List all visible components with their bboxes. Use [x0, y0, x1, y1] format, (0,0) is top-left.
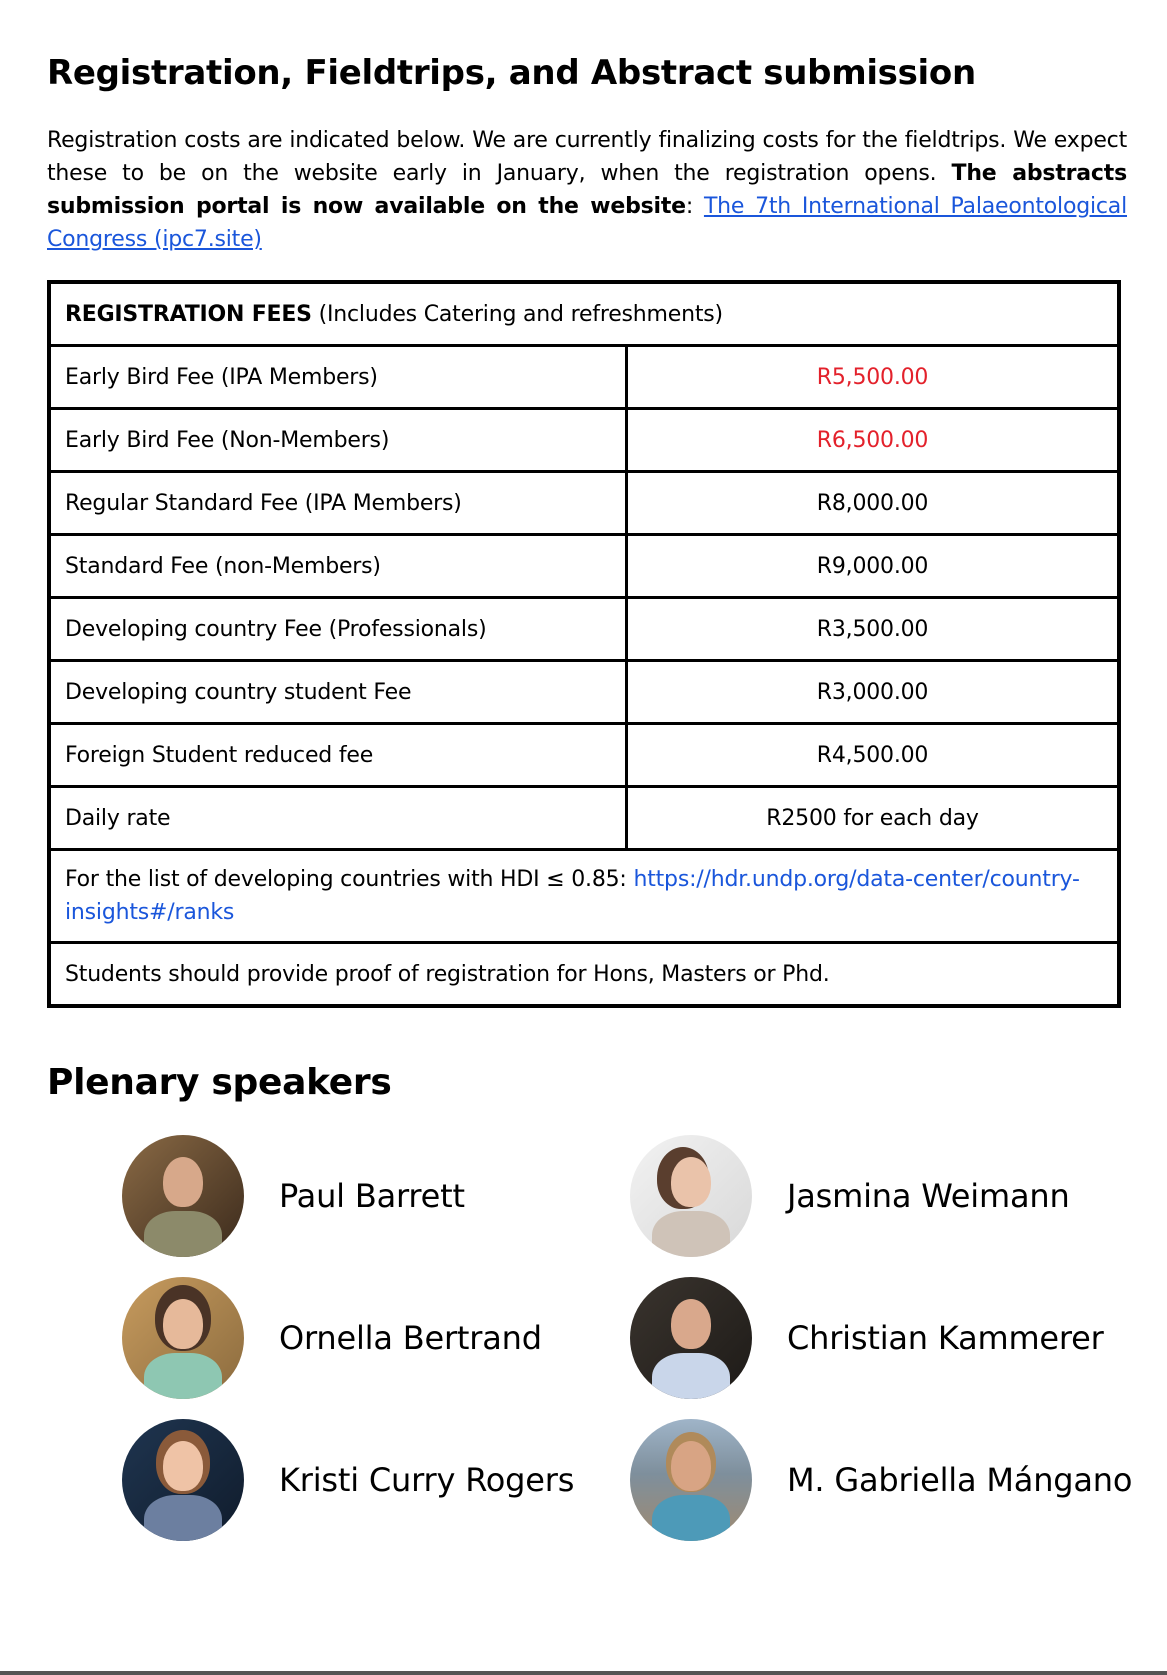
- fee-label: Early Bird Fee (IPA Members): [49, 346, 627, 409]
- speaker-card: [630, 1277, 1104, 1399]
- intro-paragraph: [47, 124, 1127, 256]
- speaker-photo: [630, 1277, 752, 1399]
- speaker-card: [630, 1419, 1132, 1541]
- table-row: [49, 346, 1119, 409]
- speaker-card: [122, 1135, 465, 1257]
- fee-label: Developing country student Fee: [49, 661, 627, 724]
- ipc7-site-link[interactable]: The 7th International Palaeontological Congress (ipc7.site): [47, 194, 1127, 252]
- fee-label: Standard Fee (non-Members): [49, 535, 627, 598]
- speaker-name: Paul Barrett: [279, 1177, 465, 1215]
- fee-value: R8,000.00: [627, 472, 1120, 535]
- fees-header-row: [49, 282, 1119, 346]
- table-row: [49, 724, 1119, 787]
- fee-label: Daily rate: [49, 787, 627, 850]
- fees-header-rest: (Includes Catering and refreshments): [311, 301, 723, 327]
- speaker-photo: [630, 1135, 752, 1257]
- speakers-heading: Plenary speakers: [47, 1062, 392, 1103]
- intro-text: Registration costs are indicated below. We are currently finalizing costs for the fieldtrips. We expect these to be on the website early in January, when the registration opens.: [47, 128, 1127, 186]
- fees-header: [49, 282, 1119, 346]
- fee-label: Early Bird Fee (Non-Members): [49, 409, 627, 472]
- undp-hdi-link[interactable]: https://hdr.undp.org/data-center/country-insights#/ranks: [65, 867, 1080, 925]
- fee-value: R3,000.00: [627, 661, 1120, 724]
- speaker-photo: [122, 1135, 244, 1257]
- hdi-note-text: For the list of developing countries with HDI ≤ 0.85:: [65, 867, 634, 892]
- speaker-card: [122, 1419, 574, 1541]
- speaker-name: Ornella Bertrand: [279, 1319, 542, 1357]
- hdi-note: [49, 850, 1119, 943]
- fees-header-bold: REGISTRATION FEES: [65, 301, 312, 327]
- fee-label: Regular Standard Fee (IPA Members): [49, 472, 627, 535]
- speaker-name: Kristi Curry Rogers: [279, 1461, 575, 1499]
- page-title: Registration, Fieldtrips, and Abstract submission: [47, 53, 976, 93]
- fee-value: R4,500.00: [627, 724, 1120, 787]
- hdi-note-row: [49, 850, 1119, 943]
- intro-bold: The abstracts submission portal is now available on the website: [47, 161, 1127, 219]
- table-row: [49, 661, 1119, 724]
- speaker-photo: [630, 1419, 752, 1541]
- table-row: [49, 409, 1119, 472]
- speaker-photo: [122, 1419, 244, 1541]
- table-row: [49, 598, 1119, 661]
- fee-value: R6,500.00: [627, 409, 1120, 472]
- page-bottom-border: [0, 1671, 1167, 1675]
- fee-value: R5,500.00: [627, 346, 1120, 409]
- fee-label: Developing country Fee (Professionals): [49, 598, 627, 661]
- fee-value: R2500 for each day: [627, 787, 1120, 850]
- fee-value: R9,000.00: [627, 535, 1120, 598]
- students-note-row: [49, 943, 1119, 1007]
- table-row: [49, 787, 1119, 850]
- speaker-card: [122, 1277, 542, 1399]
- intro-colon: :: [685, 194, 704, 219]
- fee-label: Foreign Student reduced fee: [49, 724, 627, 787]
- table-row: [49, 535, 1119, 598]
- speaker-photo: [122, 1277, 244, 1399]
- speaker-name: M. Gabriella Mángano: [787, 1461, 1133, 1499]
- fee-value: R3,500.00: [627, 598, 1120, 661]
- students-note: Students should provide proof of registration for Hons, Masters or Phd.: [49, 943, 1119, 1007]
- table-row: [49, 472, 1119, 535]
- registration-fees-table: [47, 280, 1121, 1008]
- speaker-name: Christian Kammerer: [787, 1319, 1104, 1357]
- speaker-name: Jasmina Weimann: [787, 1177, 1070, 1215]
- speaker-card: [630, 1135, 1070, 1257]
